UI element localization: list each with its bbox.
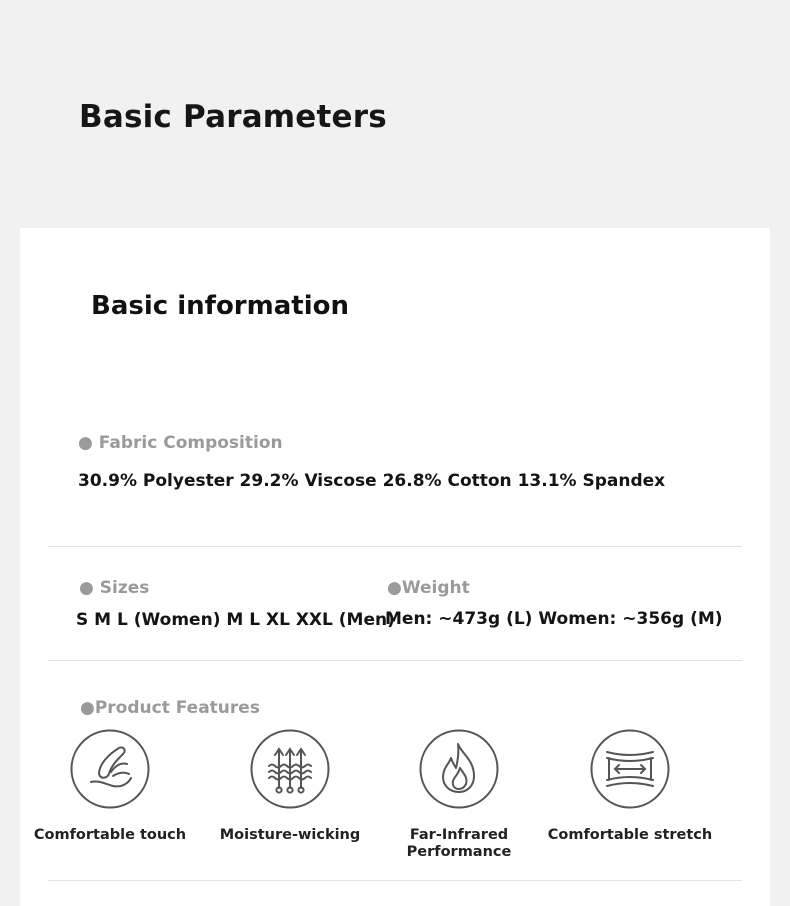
sizes-value: S M L (Women) M L XL XXL (Men) xyxy=(76,610,395,630)
product-features-label: ●Product Features xyxy=(80,698,260,718)
page-title: Basic Parameters xyxy=(79,99,387,135)
feature-moisture-wicking xyxy=(200,728,380,844)
feature-label: Comfortable stretch xyxy=(547,827,713,843)
divider xyxy=(48,660,742,661)
flame-icon xyxy=(418,728,500,810)
weight-label: ●Weight xyxy=(387,578,470,598)
sizes-label: ● Sizes xyxy=(79,578,150,598)
moisture-wicking-icon xyxy=(249,728,331,810)
divider xyxy=(48,546,742,547)
feature-comfortable-touch xyxy=(20,728,200,844)
section-title: Basic information xyxy=(91,291,349,321)
feature-label: Far-Infrared Performance xyxy=(406,827,512,860)
fabric-composition-label: ● Fabric Composition xyxy=(78,433,283,453)
divider xyxy=(48,880,742,881)
feature-label: Comfortable touch xyxy=(33,827,187,843)
feature-far-infrared xyxy=(369,728,549,861)
weight-value: Men: ~473g (L) Women: ~356g (M) xyxy=(385,609,723,629)
feature-label: Moisture-wicking xyxy=(219,827,361,843)
fabric-composition-value: 30.9% Polyester 29.2% Viscose 26.8% Cotton 13.1% Spandex xyxy=(78,471,666,491)
stretch-icon xyxy=(589,728,671,810)
basic-info-card xyxy=(20,228,770,906)
hand-touch-icon xyxy=(69,728,151,810)
feature-comfortable-stretch xyxy=(540,728,720,844)
